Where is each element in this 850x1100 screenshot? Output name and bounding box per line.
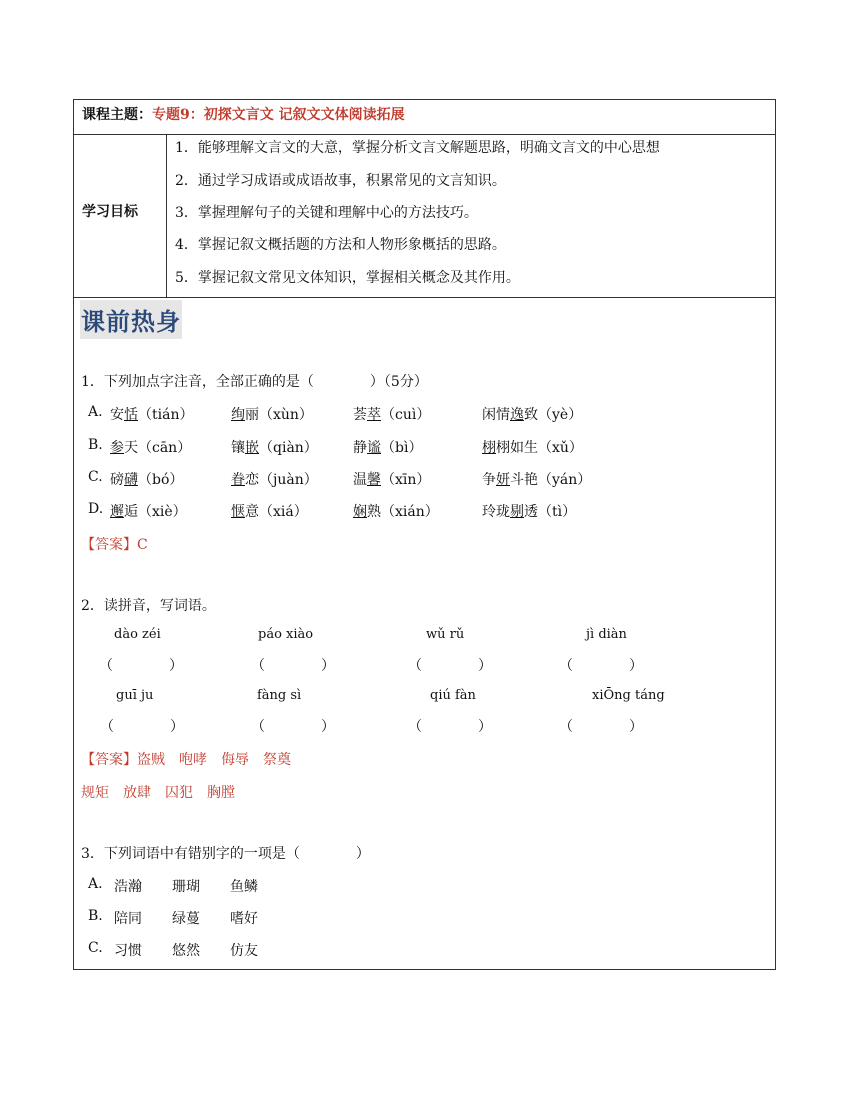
goal-item: 4．掌握记叙文概括题的方法和人物形象概括的思路。: [175, 237, 506, 253]
word-part: 意（xiá）: [245, 504, 308, 520]
section-title: 课前热身: [80, 300, 182, 339]
dotted-char: 谧: [367, 440, 381, 456]
pinyin: jì diàn: [586, 627, 627, 642]
option-word: [482, 469, 591, 489]
option-word: [231, 404, 313, 424]
dotted-char: 娴: [353, 504, 367, 520]
course-topic: [82, 104, 405, 124]
dotted-char: 逸: [510, 407, 524, 423]
question-2-stem: 2．读拼音，写词语。: [81, 598, 216, 614]
dotted-char: 眷: [231, 472, 245, 488]
dotted-char: 邂: [110, 504, 124, 520]
pinyin: qiú fàn: [430, 688, 476, 703]
col-divider: [166, 134, 167, 297]
dotted-char: 礴: [124, 472, 138, 488]
option-word: [110, 501, 187, 521]
word-part: 磅: [110, 472, 124, 488]
option-word: [482, 501, 576, 521]
dotted-char: 参: [110, 440, 124, 456]
answer-blank: （ ）: [559, 658, 643, 674]
answer-blank: （ ）: [408, 719, 492, 735]
goal-item: 3．掌握理解句子的关键和理解中心的方法技巧。: [175, 205, 478, 221]
word-part: 丽（xùn）: [245, 407, 313, 423]
option-word: 珊瑚: [172, 879, 200, 895]
option-letter: C.: [88, 940, 103, 956]
word-part: 天（cān）: [124, 440, 192, 456]
word-part: 安: [110, 407, 124, 423]
option-word: [353, 469, 430, 489]
dotted-char: 妍: [496, 472, 510, 488]
option-word: [110, 404, 193, 424]
pinyin: fàng sì: [257, 688, 302, 703]
word-part: 熟（xián）: [367, 504, 439, 520]
word-part: （bó）: [138, 472, 184, 488]
option-word: [353, 404, 430, 424]
topic-value: 专题9：初探文言文 记叙文文体阅读拓展: [152, 107, 405, 123]
option-word: [482, 404, 582, 424]
word-part: 玲珑: [482, 504, 510, 520]
row-divider: [74, 134, 775, 135]
word-part: 恋（juàn）: [245, 472, 318, 488]
option-word: [231, 437, 318, 457]
pinyin: guī ju: [116, 688, 154, 703]
dotted-char: 嵌: [245, 440, 259, 456]
option-word: 仿友: [230, 943, 258, 959]
option-word: 嗜好: [230, 911, 258, 927]
dotted-char: 馨: [367, 472, 381, 488]
option-word: 绿蔓: [172, 911, 200, 927]
word-part: 闲情: [482, 407, 510, 423]
word-part: 静: [353, 440, 367, 456]
pinyin: wǔ rǔ: [426, 627, 465, 642]
option-word: [231, 501, 308, 521]
question-3-stem: 3．下列词语中有错别字的一项是（ ）: [81, 846, 370, 862]
option-word: [110, 437, 191, 457]
pinyin: xiŌng táng: [592, 688, 665, 703]
word-part: 荟: [353, 407, 367, 423]
word-part: 致（yè）: [524, 407, 583, 423]
option-word: 习惯: [114, 943, 142, 959]
option-word: [353, 501, 439, 521]
word-part: 斗艳（yán）: [510, 472, 592, 488]
option-letter: D.: [88, 501, 104, 517]
option-letter: B.: [88, 437, 103, 453]
word-part: （qiàn）: [259, 440, 318, 456]
row-divider: [74, 297, 775, 298]
option-word: 悠然: [172, 943, 200, 959]
option-word: [353, 437, 422, 457]
topic-label: 课程主题：: [82, 107, 152, 123]
question-2-answer: 【答案】盗贼 咆哮 侮辱 祭奠: [81, 752, 291, 768]
option-word: [231, 469, 318, 489]
dotted-char: 栩: [482, 440, 496, 456]
goal-item: 5．掌握记叙文常见文体知识，掌握相关概念及其作用。: [175, 270, 520, 286]
answer-blank: （ ）: [100, 719, 184, 735]
dotted-char: 萃: [367, 407, 381, 423]
option-word: 陪同: [114, 911, 142, 927]
answer-blank: （ ）: [408, 658, 492, 674]
word-part: （xīn）: [381, 472, 431, 488]
word-part: （bì）: [381, 440, 423, 456]
answer-blank: （ ）: [251, 658, 335, 674]
pinyin: páo xiào: [258, 627, 314, 642]
word-part: 栩如生（xǔ）: [496, 440, 583, 456]
option-letter: A.: [88, 876, 103, 892]
goals-label: 学习目标: [82, 204, 138, 220]
option-word: [110, 469, 183, 489]
question-1-stem: 1．下列加点字注音，全部正确的是（ ）（5分）: [81, 374, 428, 390]
word-part: （cuì）: [381, 407, 431, 423]
question-2-answer-cont: 规矩 放肆 囚犯 胸膛: [81, 785, 235, 801]
option-word: 浩瀚: [114, 879, 142, 895]
dotted-char: 剔: [510, 504, 524, 520]
dotted-char: 绚: [231, 407, 245, 423]
answer-blank: （ ）: [559, 719, 643, 735]
goal-item: 1．能够理解文言文的大意，掌握分析文言文解题思路，明确文言文的中心思想: [175, 140, 660, 156]
option-word: [482, 437, 583, 457]
dotted-char: 恬: [124, 407, 138, 423]
answer-blank: （ ）: [99, 658, 183, 674]
dotted-char: 惬: [231, 504, 245, 520]
word-part: 争: [482, 472, 496, 488]
option-letter: C.: [88, 469, 103, 485]
word-part: 逅（xiè）: [124, 504, 187, 520]
option-letter: B.: [88, 908, 103, 924]
pinyin: dào zéi: [114, 627, 161, 642]
lesson-table: [73, 99, 776, 970]
goal-item: 2．通过学习成语或成语故事，积累常见的文言知识。: [175, 173, 506, 189]
word-part: （tián）: [138, 407, 194, 423]
word-part: 透（tì）: [524, 504, 577, 520]
option-letter: A.: [88, 404, 103, 420]
option-word: 鱼鳞: [230, 879, 258, 895]
word-part: 温: [353, 472, 367, 488]
question-1-answer: 【答案】C: [81, 537, 148, 553]
word-part: 镶: [231, 440, 245, 456]
answer-blank: （ ）: [251, 719, 335, 735]
